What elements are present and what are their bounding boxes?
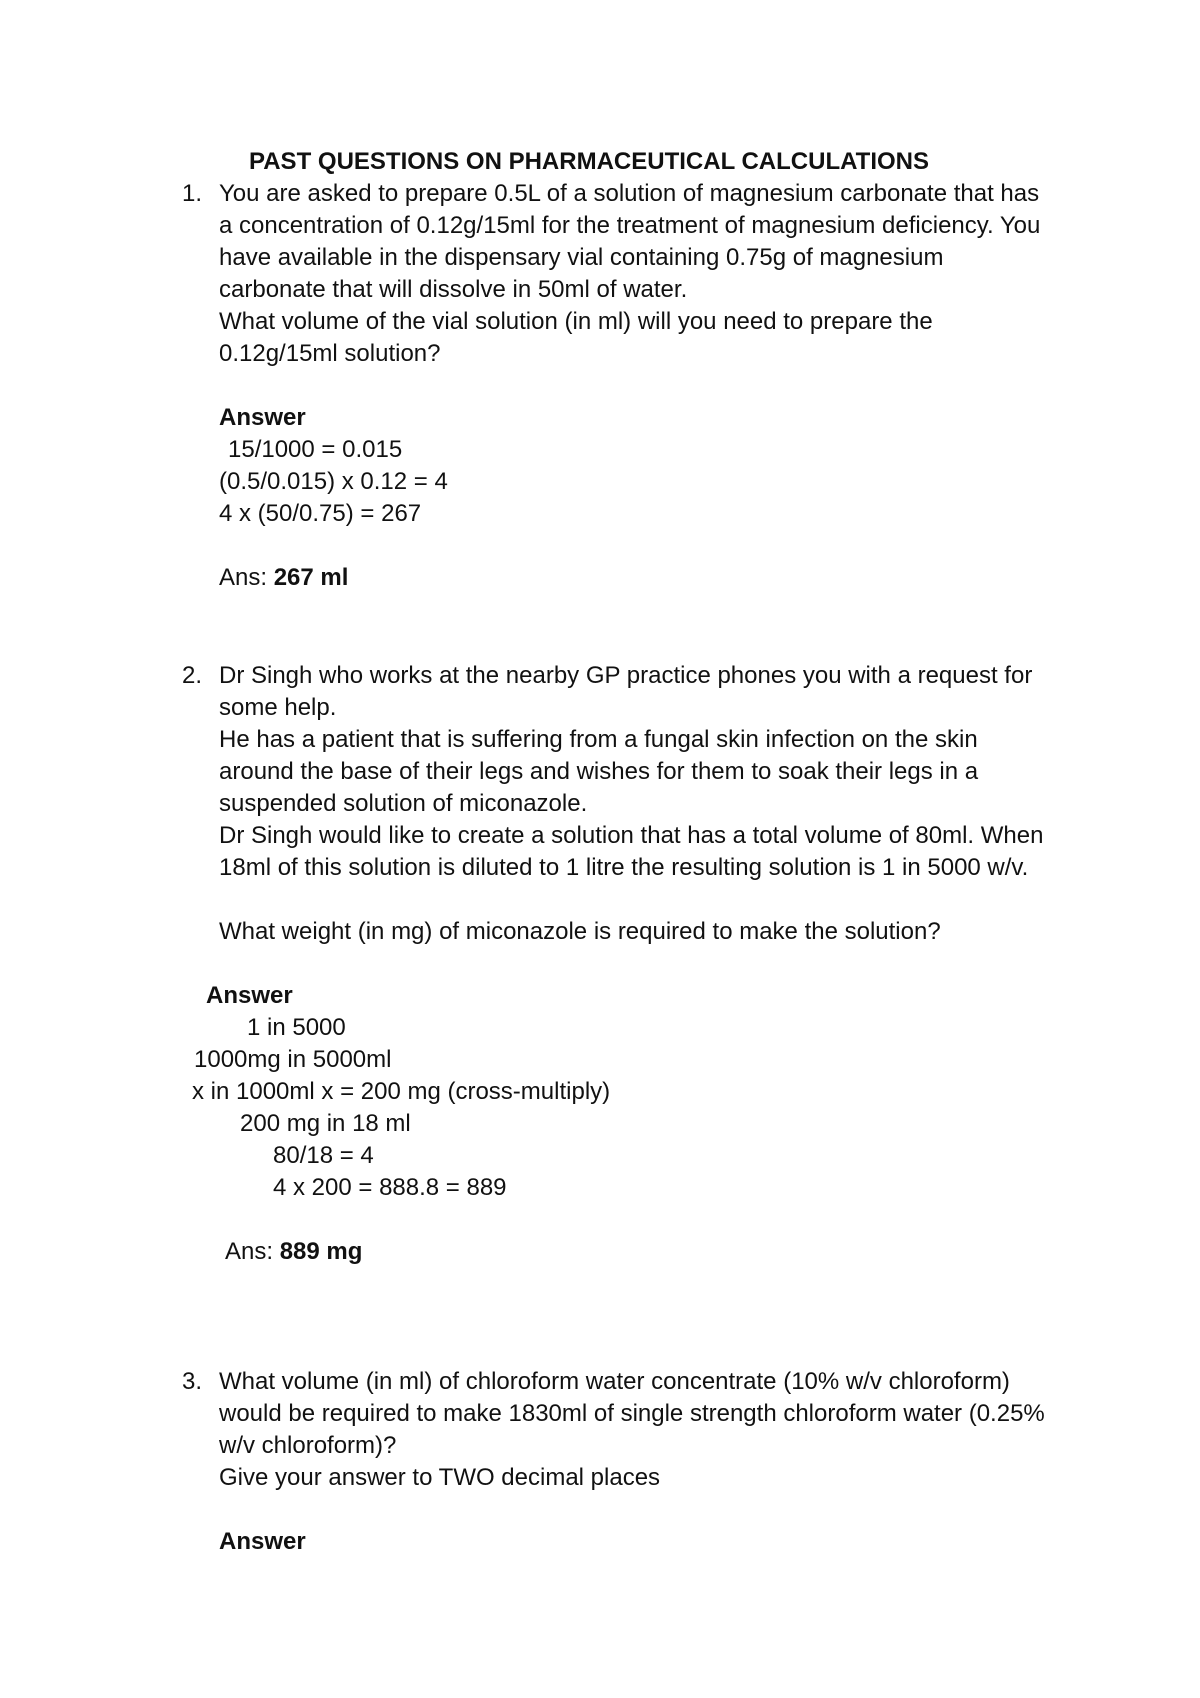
final-answer [219, 562, 348, 594]
question-text-line: w/v chloroform)? [219, 1432, 397, 1459]
question-text-line: Dr Singh would like to create a solution that has a total volume of 80ml. When [219, 822, 1044, 849]
working-line: 80/18 = 4 [273, 1142, 374, 1169]
final-answer-prefix: Ans: [225, 1238, 280, 1265]
working-line: 200 mg in 18 ml [240, 1110, 411, 1137]
question-text-line: a concentration of 0.12g/15ml for the treatment of magnesium deficiency. You [219, 212, 1041, 239]
working-line: x in 1000ml x = 200 mg (cross-multiply) [192, 1078, 611, 1105]
working-line: (0.5/0.015) x 0.12 = 4 [219, 468, 448, 495]
question-text-line: 18ml of this solution is diluted to 1 litre the resulting solution is 1 in 5000 w/v. [219, 854, 1029, 881]
working-line: 1000mg in 5000ml [194, 1046, 392, 1073]
answer-heading: Answer [219, 404, 306, 431]
question-text-line: some help. [219, 694, 337, 721]
question-text-line: What weight (in mg) of miconazole is required to make the solution? [219, 918, 941, 945]
question-text-line: around the base of their legs and wishes for them to soak their legs in a [219, 758, 979, 785]
question-number: 1. [182, 180, 203, 207]
final-answer-prefix: Ans: [219, 564, 274, 591]
working-line: 1 in 5000 [247, 1014, 346, 1041]
question-text-line: Give your answer to TWO decimal places [219, 1464, 661, 1491]
working-line: 4 x (50/0.75) = 267 [219, 500, 422, 527]
question-text-line: would be required to make 1830ml of single strength chloroform water (0.25% [219, 1400, 1045, 1427]
question-number: 2. [182, 662, 203, 689]
working-line: 4 x 200 = 888.8 = 889 [273, 1174, 507, 1201]
question-text-line: carbonate that will dissolve in 50ml of water. [219, 276, 688, 303]
question-number: 3. [182, 1368, 203, 1395]
final-answer-value: 889 mg [279, 1238, 363, 1265]
final-answer [225, 1236, 362, 1268]
question-text-line: What volume of the vial solution (in ml) will you need to prepare the [219, 308, 933, 335]
question-text-line: 0.12g/15ml solution? [219, 340, 441, 367]
answer-heading: Answer [206, 982, 293, 1009]
question-text-line: suspended solution of miconazole. [219, 790, 588, 817]
question-text-line: You are asked to prepare 0.5L of a solution of magnesium carbonate that has [219, 180, 1040, 207]
answer-heading: Answer [219, 1528, 306, 1555]
working-line: 15/1000 = 0.015 [228, 436, 403, 463]
question-text-line: What volume (in ml) of chloroform water concentrate (10% w/v chloroform) [219, 1368, 1010, 1395]
question-text-line: Dr Singh who works at the nearby GP practice phones you with a request for [219, 662, 1033, 689]
question-text-line: He has a patient that is suffering from a fungal skin infection on the skin [219, 726, 978, 753]
question-text-line: have available in the dispensary vial containing 0.75g of magnesium [219, 244, 944, 271]
page-title: PAST QUESTIONS ON PHARMACEUTICAL CALCULATIONS [249, 148, 930, 175]
final-answer-value: 267 ml [273, 564, 349, 591]
